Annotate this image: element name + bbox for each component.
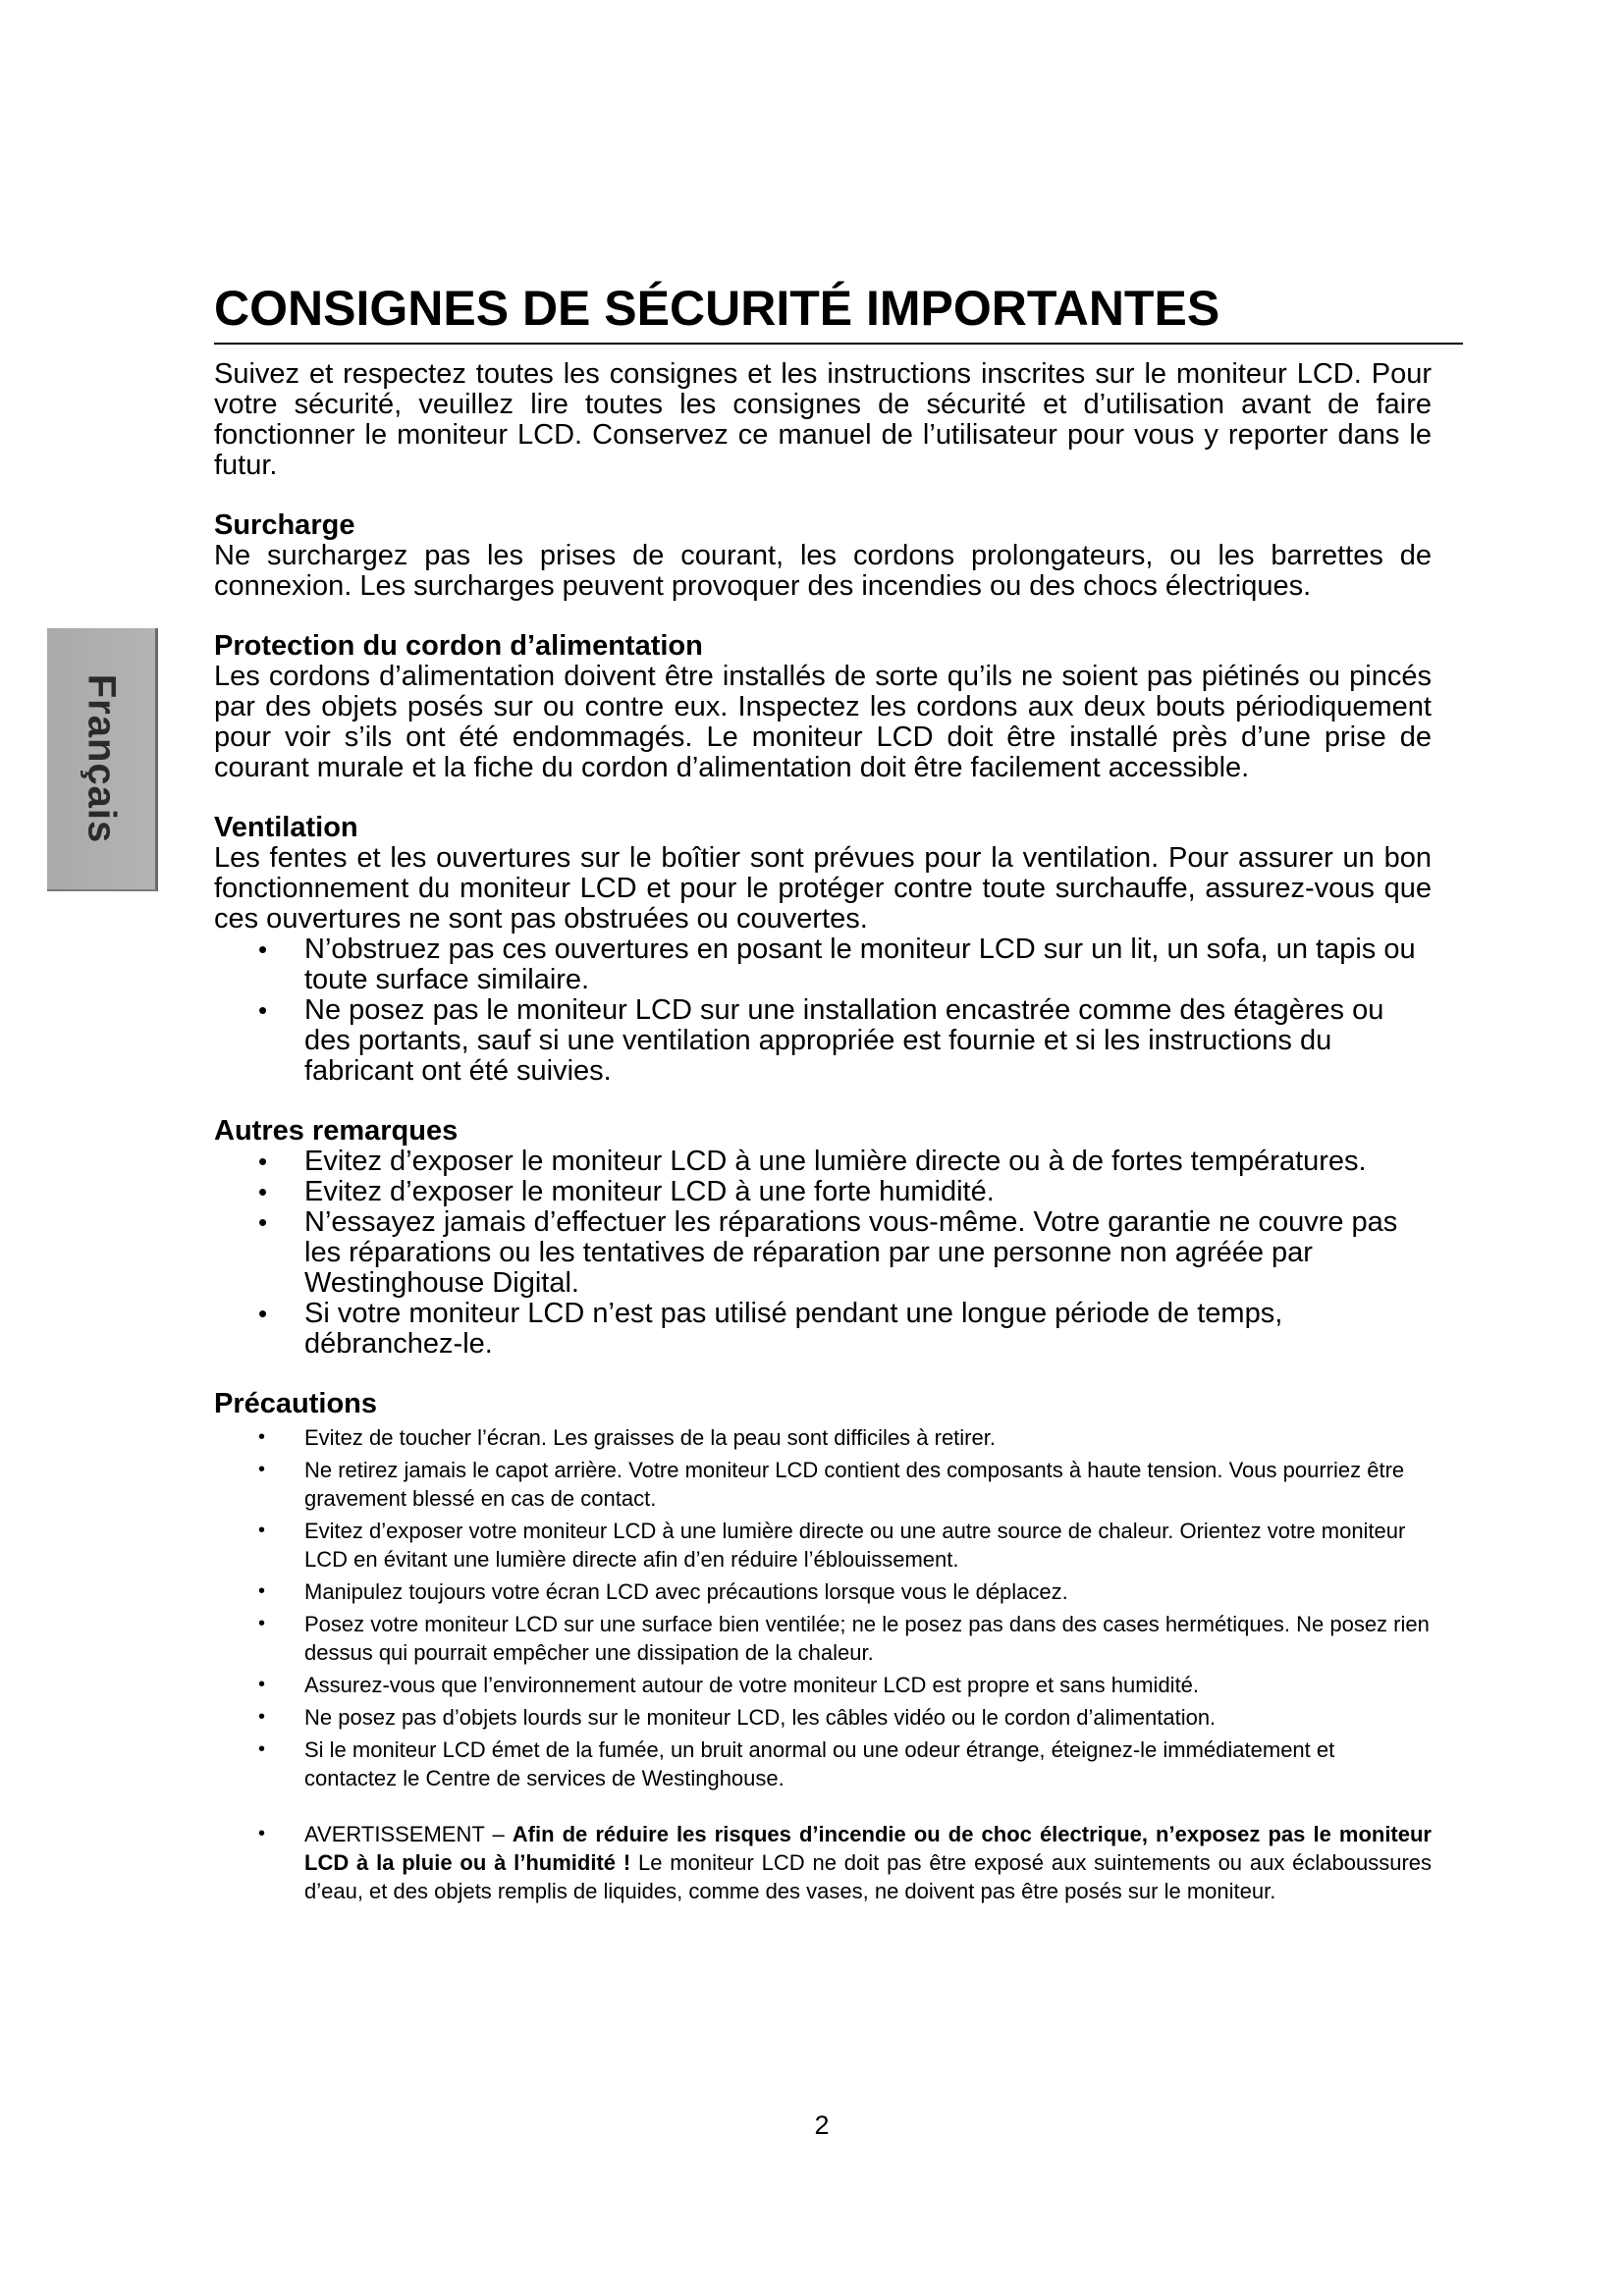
list-item: • Manipulez toujours votre écran LCD avec précautions lorsque vous le déplacez. [214,1577,1432,1606]
page-title: CONSIGNES DE SÉCURITÉ IMPORTANTES [214,281,1220,336]
section-body: Les fentes et les ouvertures sur le boîtier sont prévues pour la ventilation. Pour assurer un bon fonctionnement du moniteur LCD et pour le protéger contre toute surchauffe, assurez-vous que ces ouvertures ne sont pas obstruées ou couvertes. [214,842,1432,934]
section-surcharge [214,510,1432,602]
section-body: Les cordons d’alimentation doivent être installés de sorte qu’ils ne soient pas piétinés ou pincés par des objets posés sur ou contre eux. Inspectez les cordons aux deux bouts périodiquement pour voir s’ils ont été endommagés. Le moniteur LCD doit être installé près d’une prise de courant murale et la fiche du cordon d’alimentation doit être facilement accessible. [214,661,1432,783]
list-item: • Ne posez pas d’objets lourds sur le moniteur LCD, les câbles vidéo ou le cordon d’alimentation. [214,1703,1432,1732]
section-body: Ne surchargez pas les prises de courant, les cordons prolongateurs, ou les barrettes de connexion. Les surcharges peuvent provoquer des incendies ou des chocs électriques. [214,540,1432,602]
warning-rest: Le moniteur LCD ne doit pas être exposé aux suintements ou aux éclaboussures d’eau, et des objets remplis de liquides, comme des vases, ne doivent pas être posés sur le moniteur. [304,1850,1432,1903]
title-divider [214,343,1463,345]
list-item: • Evitez d’exposer le moniteur LCD à une lumière directe ou à de fortes températures. [214,1147,1432,1177]
intro-paragraph: Suivez et respectez toutes les consignes et les instructions inscrites sur le moniteur LCD. Pour votre sécurité, veuillez lire toutes les consignes de sécurité et d’utilisation avant de faire fonctionner le moniteur LCD. Conservez ce manuel de l’utilisateur pour vous y reporter dans le futur. [214,358,1432,481]
section-heading: Protection du cordon d’alimentation [214,630,703,662]
list-item: • N’obstruez pas ces ouvertures en posant le moniteur LCD sur un lit, un sofa, un tapis ou toute surface similaire. [214,934,1432,995]
list-item: • Ne posez pas le moniteur LCD sur une installation encastrée comme des étagères ou des portants, sauf si une ventilation appropriée est fournie et si les instructions du fabricant ont été suivies. [214,995,1432,1087]
section-heading: Ventilation [214,812,358,843]
section-protection-cordon [214,631,1432,783]
section-precautions [214,1389,1432,1905]
section-heading: Précautions [214,1388,377,1419]
list-item: • Posez votre moniteur LCD sur une surface bien ventilée; ne le posez pas dans des cases hermétiques. Ne posez rien dessus qui pourrait empêcher une dissipation de la chaleur. [214,1610,1432,1667]
list-item: • Si votre moniteur LCD n’est pas utilisé pendant une longue période de temps, débranchez-le. [214,1299,1432,1360]
warning-item [214,1820,1432,1905]
list-item: • Evitez d’exposer le moniteur LCD à une forte humidité. [214,1177,1432,1207]
page-content [214,359,1432,1909]
language-tab [47,628,158,891]
language-tab-label: Français [80,673,124,844]
ventilation-list [214,934,1432,1087]
autres-remarques-list [214,1147,1432,1360]
list-item: • Si le moniteur LCD émet de la fumée, un bruit anormal ou une odeur étrange, éteignez-le immédiatement et contactez le Centre de services de Westinghouse. [214,1735,1432,1792]
section-heading: Autres remarques [214,1115,459,1147]
list-item: • Evitez d’exposer votre moniteur LCD à une lumière directe ou une autre source de chaleur. Orientez votre moniteur LCD en évitant une lumière directe afin d’en réduire l’éblouissement. [214,1517,1432,1574]
section-heading: Surcharge [214,509,355,541]
section-autres-remarques [214,1116,1432,1360]
list-item: • Assurez-vous que l’environnement autour de votre moniteur LCD est propre et sans humidité. [214,1671,1432,1699]
precautions-list [214,1423,1432,1905]
warning-prefix: AVERTISSEMENT – [304,1822,513,1846]
list-item: • Ne retirez jamais le capot arrière. Votre moniteur LCD contient des composants à haute tension. Vous pourriez être gravement blessé en cas de contact. [214,1456,1432,1513]
warning-bold-text: Afin de réduire les risques d’incendie ou de choc électrique, n’exposez pas le moniteur LCD à la pluie ou à l’humidité ! [304,1822,1432,1875]
list-item: • Evitez de toucher l’écran. Les graisses de la peau sont difficiles à retirer. [214,1423,1432,1452]
page-number: 2 [814,2110,830,2140]
section-ventilation [214,813,1432,1087]
list-item: • N’essayez jamais d’effectuer les réparations vous-même. Votre garantie ne couvre pas les réparations ou les tentatives de réparation par une personne non agréée par Westinghouse Digital. [214,1207,1432,1299]
